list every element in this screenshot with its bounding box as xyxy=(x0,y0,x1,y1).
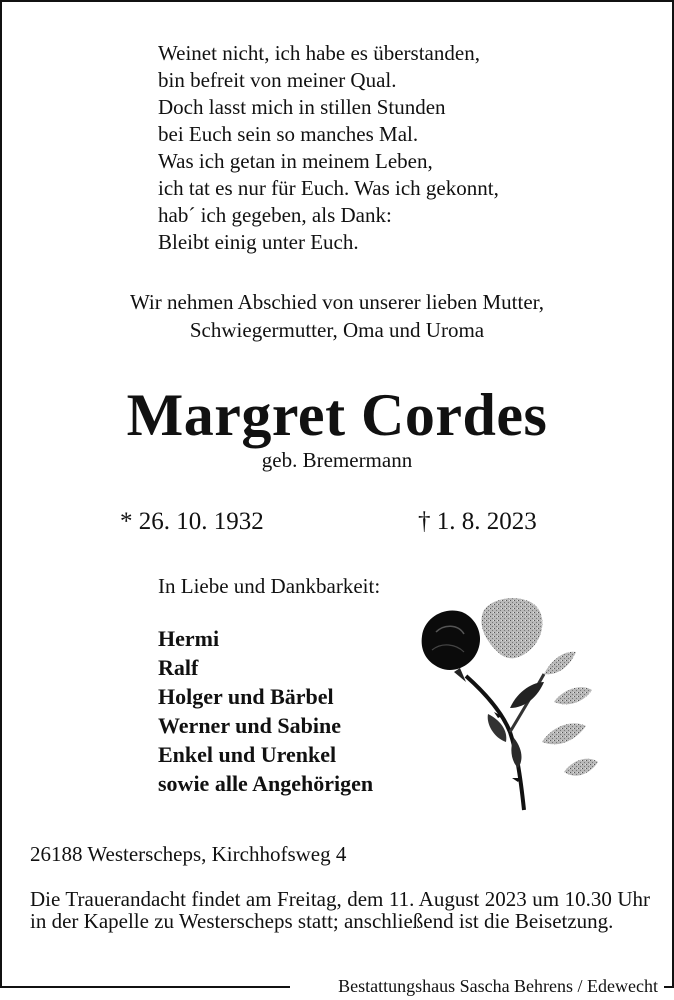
poem-line: bin befreit von meiner Qual. xyxy=(158,68,397,92)
birth-name: geb. Bremermann xyxy=(261,448,413,472)
address: 26188 Westerscheps, Kirchhofsweg 4 xyxy=(30,842,347,866)
bottom-rule-left xyxy=(0,986,290,988)
family-list xyxy=(158,624,373,798)
intro-line: Schwiegermutter, Oma und Uroma xyxy=(189,318,485,342)
family-member: Holger und Bärbel xyxy=(158,684,334,709)
family-member: Hermi xyxy=(158,626,220,651)
thanks-line: In Liebe und Dankbarkeit: xyxy=(158,574,381,598)
poem-line: ich tat es nur für Euch. Was ich gekonnt, xyxy=(158,176,499,200)
birth-date: * 26. 10. 1932 xyxy=(120,508,264,535)
death-date: † 1. 8. 2023 xyxy=(418,508,537,535)
service-announcement: Die Trauerandacht findet am Freitag, dem 11. August 2023 um 10.30 Uhr in der Kapelle zu Westerscheps statt; anschließend ist die Beisetzung. xyxy=(30,887,650,933)
poem-line: bei Euch sein so manches Mal. xyxy=(158,122,419,146)
rose-icon xyxy=(414,592,614,817)
poem-line: Bleibt einig unter Euch. xyxy=(158,230,359,254)
intro-line: Wir nehmen Abschied von unserer lieben Mutter, xyxy=(129,290,545,314)
family-member: Enkel und Urenkel xyxy=(158,742,337,767)
deceased-name: Margret Cordes xyxy=(126,382,548,448)
funeral-home-credit: Bestattungshaus Sascha Behrens / Edewecht xyxy=(338,976,658,996)
poem-line: Weinet nicht, ich habe es überstanden, xyxy=(158,41,480,65)
farewell-intro xyxy=(0,288,674,344)
poem-line: Doch lasst mich in stillen Stunden xyxy=(158,95,446,119)
family-member: Ralf xyxy=(158,655,199,680)
poem-line: hab´ ich gegeben, als Dank: xyxy=(158,203,392,227)
bottom-rule-right xyxy=(664,986,674,988)
family-member: Werner und Sabine xyxy=(158,713,341,738)
family-member: sowie alle Angehörigen xyxy=(158,771,374,796)
poem-line: Was ich getan in meinem Leben, xyxy=(158,149,433,173)
poem xyxy=(158,40,499,256)
